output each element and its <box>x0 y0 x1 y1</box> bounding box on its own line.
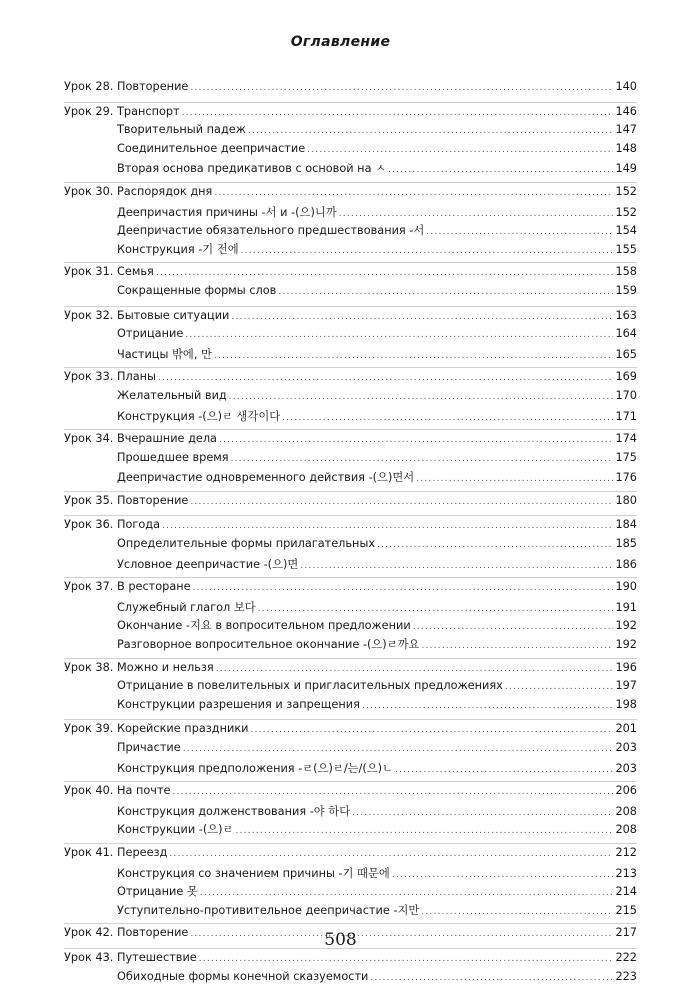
page-ref: 223 <box>615 969 637 983</box>
lesson-block <box>64 659 637 721</box>
dot-leader <box>193 583 614 593</box>
toc-subitem-row[interactable] <box>64 204 637 223</box>
toc-lesson-row[interactable] <box>64 580 637 599</box>
subitem-title: Условное деепричастие -(으)면 <box>117 557 299 571</box>
lesson-number: Урок 31. <box>64 265 114 279</box>
page-ref: 148 <box>615 141 637 155</box>
page-ref: 174 <box>615 432 637 446</box>
toc-lesson-row[interactable] <box>64 722 637 741</box>
page-ref: 147 <box>615 123 637 137</box>
dot-leader <box>231 312 613 322</box>
toc-subitem-row[interactable] <box>64 346 637 365</box>
subitem-title: Сокращенные формы слов <box>117 283 277 297</box>
page-ref: 163 <box>615 308 637 322</box>
page-ref: 152 <box>615 205 637 219</box>
lesson-number: Урок 30. <box>64 184 114 198</box>
dot-leader <box>421 641 613 651</box>
toc-lesson-row[interactable] <box>64 185 637 204</box>
page-ref: 215 <box>615 903 637 917</box>
toc-lesson-row[interactable] <box>64 661 637 680</box>
dot-leader <box>251 725 614 735</box>
toc-subitem-row[interactable] <box>64 556 637 575</box>
dot-leader <box>156 268 614 278</box>
subitem-title: Конструкции -(으)ㄹ <box>117 823 234 837</box>
subitem-title: Разговорное вопросительное окончание -(으)ㄹ까요 <box>117 638 420 652</box>
dot-leader <box>377 540 613 550</box>
dot-leader <box>392 870 614 880</box>
toc-subitem-row[interactable] <box>64 902 637 921</box>
subitem-title: Конструкция -기 전에 <box>117 242 239 256</box>
toc-lesson-row[interactable] <box>64 432 637 451</box>
dot-leader <box>173 787 614 797</box>
toc-lesson-row[interactable] <box>64 846 637 865</box>
lesson-title: Распорядок дня <box>117 184 213 198</box>
dot-leader <box>241 246 614 256</box>
page-ref: 152 <box>615 184 637 198</box>
dot-leader <box>307 145 613 155</box>
toc-subitem-row[interactable] <box>64 222 637 241</box>
dot-leader <box>278 287 613 297</box>
toc-lesson-row[interactable] <box>64 370 637 389</box>
lesson-block <box>64 844 637 924</box>
dot-leader <box>362 701 614 711</box>
lesson-number: Урок 37. <box>64 580 114 594</box>
subitem-title: Творительный падеж <box>117 123 246 137</box>
page-ref: 208 <box>615 823 637 837</box>
toc-subitem-row[interactable] <box>64 698 637 717</box>
subitem-title: Служебный глагол 보다 <box>117 600 256 614</box>
lesson-number: Урок 41. <box>64 845 114 859</box>
lesson-block <box>64 430 637 492</box>
page-ref: 171 <box>615 409 637 423</box>
toc-subitem-row[interactable] <box>64 970 637 989</box>
toc-lesson-row[interactable] <box>64 105 637 124</box>
lesson-number: Урок 35. <box>64 493 114 507</box>
lesson-number: Урок 42. <box>64 926 114 940</box>
toc-lesson-row[interactable] <box>64 784 637 803</box>
lesson-block <box>64 368 637 430</box>
dot-leader <box>235 826 613 836</box>
dot-leader <box>388 165 613 175</box>
toc-subitem-row[interactable] <box>64 451 637 470</box>
toc-lesson-row[interactable] <box>64 265 637 284</box>
dot-leader <box>426 227 613 237</box>
page-ref: 222 <box>615 950 637 964</box>
lesson-block <box>64 516 637 578</box>
dot-leader <box>216 664 614 674</box>
dot-leader <box>214 351 614 361</box>
page-number: 508 <box>324 930 357 950</box>
page-ref: 146 <box>615 104 637 118</box>
toc-subitem-row[interactable] <box>64 537 637 556</box>
lesson-block <box>64 78 637 103</box>
lesson-title: Можно и нельзя <box>117 660 214 674</box>
lesson-block <box>64 263 637 306</box>
page-ref: 191 <box>615 600 637 614</box>
lesson-title: Повторение <box>117 926 189 940</box>
dot-leader <box>395 765 613 775</box>
page-ref: 201 <box>615 722 637 736</box>
dot-leader <box>185 330 613 340</box>
lesson-block <box>64 720 637 782</box>
dot-leader <box>413 622 614 632</box>
dot-leader <box>339 209 614 219</box>
lesson-block <box>64 949 637 991</box>
lesson-number: Урок 36. <box>64 518 114 532</box>
subitem-title: Прошедшее время <box>117 450 229 464</box>
lesson-number: Урок 28. <box>64 80 114 93</box>
subitem-title: Деепричастие обязательного предшествования -서 <box>117 224 425 238</box>
page-ref: 203 <box>615 741 637 754</box>
dot-leader <box>231 454 614 464</box>
subitem-title: Желательный вид <box>117 388 227 402</box>
dot-leader <box>190 83 613 93</box>
subitem-title: Конструкция долженствования -야 하다 <box>117 804 351 818</box>
page-ref: 206 <box>615 784 637 798</box>
lesson-block <box>64 307 637 369</box>
dot-leader <box>229 392 614 402</box>
page-ref: 169 <box>615 370 637 384</box>
page-ref: 217 <box>615 926 637 940</box>
lesson-title: Транспорт <box>117 104 180 118</box>
subitem-title: Отрицание 못 <box>117 885 198 899</box>
toc-subitem-row[interactable] <box>64 408 637 427</box>
toc-subitem-row[interactable] <box>64 865 637 884</box>
lesson-block <box>64 578 637 658</box>
dot-leader <box>416 474 613 484</box>
lesson-number: Урок 39. <box>64 722 114 736</box>
page-ref: 175 <box>615 450 637 464</box>
toc-subitem-row[interactable] <box>64 241 637 260</box>
lesson-block <box>64 492 637 517</box>
page-ref: 154 <box>615 224 637 238</box>
page-ref: 164 <box>615 327 637 341</box>
lesson-number: Урок 38. <box>64 660 114 674</box>
toc-subitem-row[interactable] <box>64 617 637 636</box>
toc-subitem-row[interactable] <box>64 883 637 902</box>
lesson-block <box>64 183 637 263</box>
lesson-title: Вчерашние дела <box>117 432 217 446</box>
lesson-title: Погода <box>117 518 160 532</box>
dot-leader <box>248 126 614 136</box>
page-ref: 212 <box>615 845 637 859</box>
subitem-title: Причастие <box>117 741 181 754</box>
lesson-number: Урок 43. <box>64 950 114 964</box>
lesson-title: Семья <box>117 265 154 279</box>
table-of-contents <box>64 78 637 991</box>
dot-leader <box>190 497 613 507</box>
toc-lesson-row[interactable] <box>64 309 637 328</box>
toc-subitem-row[interactable] <box>64 760 637 779</box>
subitem-title: Деепричастия причины -서 и -(으)니까 <box>117 205 337 219</box>
subitem-title: Отрицание <box>117 327 184 341</box>
page-ref: 213 <box>615 866 637 880</box>
subitem-title: Соединительное деепричастие <box>117 141 306 155</box>
lesson-number: Урок 29. <box>64 104 114 118</box>
dot-leader <box>214 188 613 198</box>
subitem-title: Конструкции разрешения и запрещения <box>117 697 360 711</box>
dot-leader <box>300 561 613 571</box>
lesson-block <box>64 782 637 844</box>
dot-leader <box>258 604 614 614</box>
dot-leader <box>199 954 614 964</box>
page-title: Оглавление <box>290 34 391 50</box>
page-ref: 159 <box>615 283 637 297</box>
page-ref: 185 <box>615 537 637 551</box>
subitem-title: Конструкция -(으)ㄹ 생각이다 <box>117 409 281 423</box>
toc-subitem-row[interactable] <box>64 389 637 408</box>
page-ref: 184 <box>615 518 637 532</box>
page-ref: 149 <box>615 162 637 176</box>
lesson-title: В ресторане <box>117 580 191 594</box>
subitem-title: Деепричастие одновременного действия -(으)면서 <box>117 471 415 485</box>
toc-lesson-row[interactable] <box>64 951 637 970</box>
subitem-title: Уступительно-противительное деепричастие -지만 <box>117 903 420 917</box>
lesson-number: Урок 34. <box>64 432 114 446</box>
page-ref: 176 <box>615 471 637 485</box>
page-ref: 196 <box>615 660 637 674</box>
page-ref: 165 <box>615 347 637 361</box>
lesson-title: Повторение <box>117 80 189 93</box>
page-ref: 192 <box>615 638 637 652</box>
toc-subitem-row[interactable] <box>64 327 637 346</box>
toc-lesson-row[interactable] <box>64 494 637 513</box>
dot-leader <box>169 849 613 859</box>
toc-subitem-row[interactable] <box>64 803 637 822</box>
lesson-title: Путешествие <box>117 950 197 964</box>
lesson-title: Бытовые ситуации <box>117 308 230 322</box>
lesson-number: Урок 33. <box>64 370 114 384</box>
dot-leader <box>282 413 613 423</box>
toc-subitem-row[interactable] <box>64 741 637 760</box>
toc-subitem-row[interactable] <box>64 284 637 303</box>
page-ref: 140 <box>615 80 637 93</box>
toc-subitem-row[interactable] <box>64 160 637 179</box>
page-ref: 170 <box>615 388 637 402</box>
page-ref: 203 <box>615 761 637 775</box>
lesson-title: Переезд <box>117 845 168 859</box>
dot-leader <box>162 521 613 531</box>
toc-subitem-row[interactable] <box>64 636 637 655</box>
page-ref: 155 <box>615 242 637 256</box>
page-ref: 198 <box>615 697 637 711</box>
lesson-title: Корейские праздники <box>117 722 249 736</box>
dot-leader <box>182 108 614 118</box>
dot-leader <box>352 808 613 818</box>
subitem-title: Обиходные формы конечной сказуемости <box>117 969 369 983</box>
lesson-block <box>64 103 637 183</box>
subitem-title: Окончание -지요 в вопросительном предложении <box>117 619 411 633</box>
page-ref: 214 <box>615 885 637 899</box>
subitem-title: Отрицание в повелительных и пригласительных предложениях <box>117 679 503 693</box>
lesson-title: Планы <box>117 370 156 384</box>
page-ref: 180 <box>615 493 637 507</box>
subitem-title: Конструкция предположения -ㄹ(으)ㄹ/는/(으)ㄴ <box>117 761 393 775</box>
lesson-number: Урок 40. <box>64 784 114 798</box>
dot-leader <box>505 682 614 692</box>
dot-leader <box>421 907 613 917</box>
page-ref: 192 <box>615 619 637 633</box>
dot-leader <box>219 435 613 445</box>
dot-leader <box>370 973 613 983</box>
subitem-title: Определительные формы прилагательных <box>117 537 376 551</box>
lesson-title: Повторение <box>117 493 189 507</box>
lesson-title: На почте <box>117 784 171 798</box>
page-ref: 190 <box>615 580 637 594</box>
subitem-title: Частицы 밖에, 만 <box>117 347 212 361</box>
page-ref: 197 <box>615 679 637 693</box>
dot-leader <box>200 888 614 898</box>
page-ref: 158 <box>615 265 637 279</box>
toc-subitem-row[interactable] <box>64 679 637 698</box>
toc-lesson-row[interactable] <box>64 80 637 99</box>
toc-subitem-row[interactable] <box>64 599 637 618</box>
toc-lesson-row[interactable] <box>64 518 637 537</box>
lesson-number: Урок 32. <box>64 308 114 322</box>
subitem-title: Конструкция со значением причины -기 때문에 <box>117 866 390 880</box>
toc-subitem-row[interactable] <box>64 469 637 488</box>
page-ref: 186 <box>615 557 637 571</box>
dot-leader <box>158 373 613 383</box>
page-ref: 208 <box>615 804 637 818</box>
toc-subitem-row[interactable] <box>64 142 637 161</box>
toc-subitem-row[interactable] <box>64 821 637 840</box>
toc-subitem-row[interactable] <box>64 123 637 142</box>
dot-leader <box>183 744 614 754</box>
subitem-title: Вторая основа предикативов с основой на ㅅ <box>117 162 386 176</box>
